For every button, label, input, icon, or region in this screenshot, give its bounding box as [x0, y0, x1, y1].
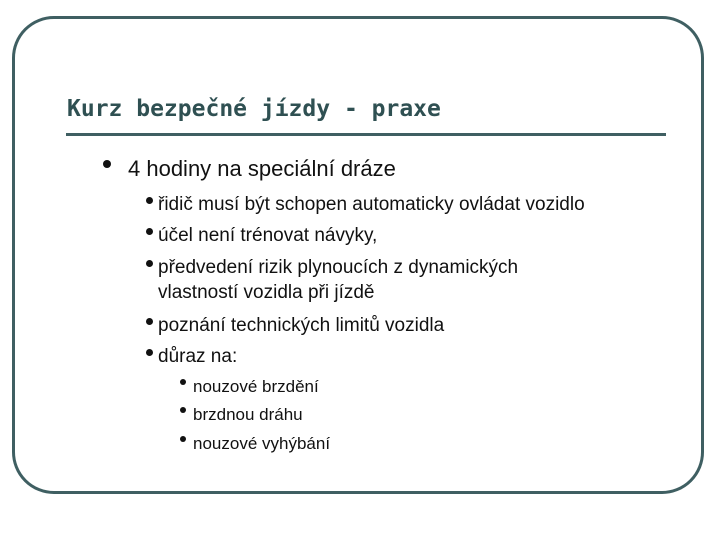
- bullet-item-level2: [158, 258, 518, 302]
- bullet-item-level2: [158, 195, 585, 214]
- bullet-text: předvedení rizik plynoucích z dynamických: [158, 257, 519, 278]
- bullet-dot-icon: [146, 349, 153, 356]
- bullet-text: poznání technických limitů vozidla: [158, 315, 445, 336]
- bullet-dot-icon: [146, 260, 153, 267]
- bullet-item-level3: [193, 406, 303, 423]
- bullet-text: brzdnou dráhu: [193, 405, 303, 424]
- title-underline: [66, 133, 666, 136]
- bullet-text: 4 hodiny na speciální dráze: [128, 156, 396, 181]
- bullet-dot-icon: [146, 228, 153, 235]
- slide-title: Kurz bezpečné jízdy - praxe: [67, 96, 441, 122]
- slide-frame: [12, 16, 704, 494]
- bullet-item-level2: [158, 347, 237, 366]
- bullet-dot-icon: [146, 197, 153, 204]
- bullet-text: řidič musí být schopen automaticky ovládat vozidlo: [158, 194, 585, 215]
- bullet-item-level2: [158, 316, 444, 335]
- bullet-item-level3: [193, 435, 330, 452]
- bullet-dot-icon: [146, 318, 153, 325]
- bullet-text: účel není trénovat návyky,: [158, 225, 378, 246]
- bullet-dot-icon: [180, 436, 186, 442]
- bullet-text: důraz na:: [158, 346, 238, 367]
- bullet-dot-icon: [180, 407, 186, 413]
- bullet-dot-icon: [180, 379, 186, 385]
- bullet-item-level2: [158, 226, 377, 245]
- bullet-dot-icon: [103, 160, 111, 168]
- bullet-item-level1: [128, 158, 396, 180]
- bullet-text: nouzové vyhýbání: [193, 434, 331, 453]
- bullet-text: nouzové brzdění: [193, 377, 319, 396]
- bullet-text-continuation: vlastností vozidla při jízdě: [158, 282, 375, 303]
- bullet-item-level3: [193, 378, 319, 395]
